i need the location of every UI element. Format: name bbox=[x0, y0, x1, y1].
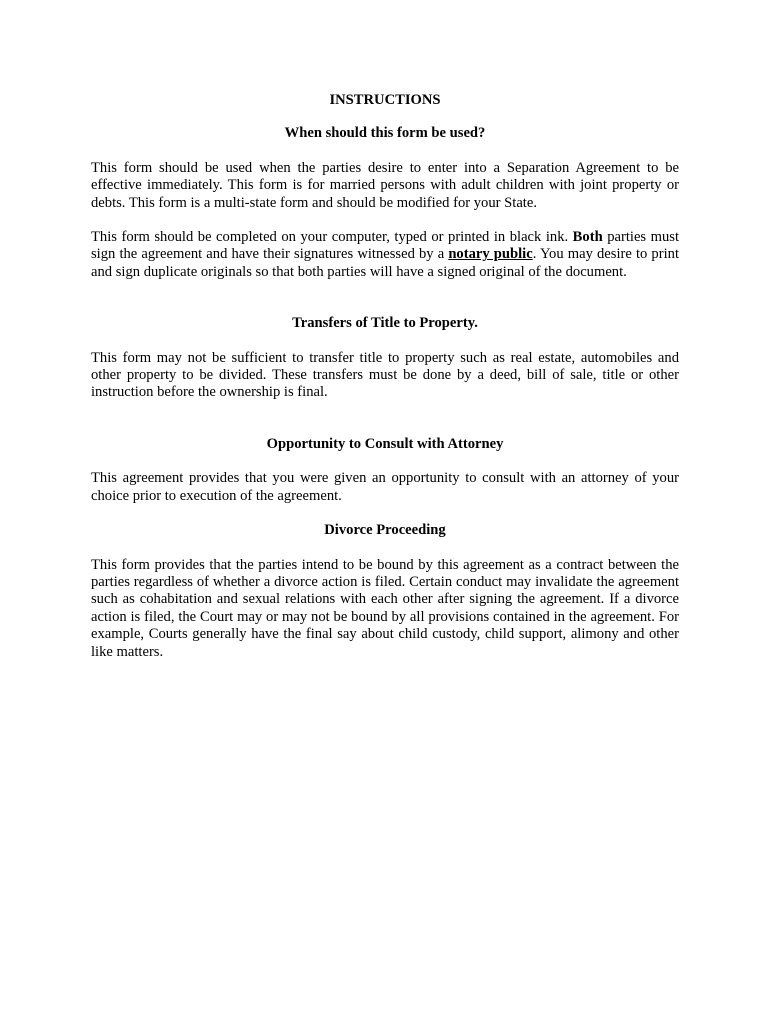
paragraph-completion bbox=[91, 229, 679, 281]
paragraph-divorce: This form provides that the parties intend to be bound by this agreement as a contract between the parties regardless of whether a divorce action is filed. Certain conduct may invalidate the agreement such as cohabitation and sexual relations with each other after signing the agreement. If a divorce action is filed, the Court may or may not be bound by all provisions contained in the agreement. For example, Courts generally have the final say about child custody, child support, alimony and other like matters. bbox=[91, 556, 679, 660]
notary-public-term: notary public bbox=[448, 246, 533, 263]
section-heading-transfers: Transfers of Title to Property. bbox=[292, 315, 478, 332]
paragraph-consult: This agreement provides that you were given an opportunity to consult with an attorney of your choice prior to execution of the agreement. bbox=[91, 470, 679, 504]
document-title: INSTRUCTIONS bbox=[329, 92, 441, 108]
section-heading-when: When should this form be used? bbox=[284, 125, 486, 142]
paragraph-form-usage: This form should be used when the parties desire to enter into a Separation Agreement to be effective immediately. This form is for married persons with adult children with joint property or debts. This form is a multi-state form and should be modified for your State. bbox=[91, 159, 679, 211]
paragraph-completion-part1: This form should be completed on your computer, typed or printed in black ink. bbox=[91, 229, 573, 246]
document-page bbox=[91, 92, 679, 661]
section-heading-consult: Opportunity to Consult with Attorney bbox=[266, 435, 504, 452]
paragraph-completion-part2: parties must sign the agreement and have their signatures witnessed by a bbox=[91, 229, 679, 263]
paragraph-transfers: This form may not be sufficient to transfer title to property such as real estate, automobiles and other property to be divided. These transfers must be done by a deed, bill of sale, title or other instruction before the ownership is final. bbox=[91, 349, 679, 401]
emphasis-both: Both bbox=[572, 229, 603, 246]
section-heading-divorce: Divorce Proceeding bbox=[324, 522, 446, 539]
paragraph-completion-part3: . You may desire to print and sign duplicate originals so that both parties will have a signed original of the document. bbox=[91, 246, 679, 280]
